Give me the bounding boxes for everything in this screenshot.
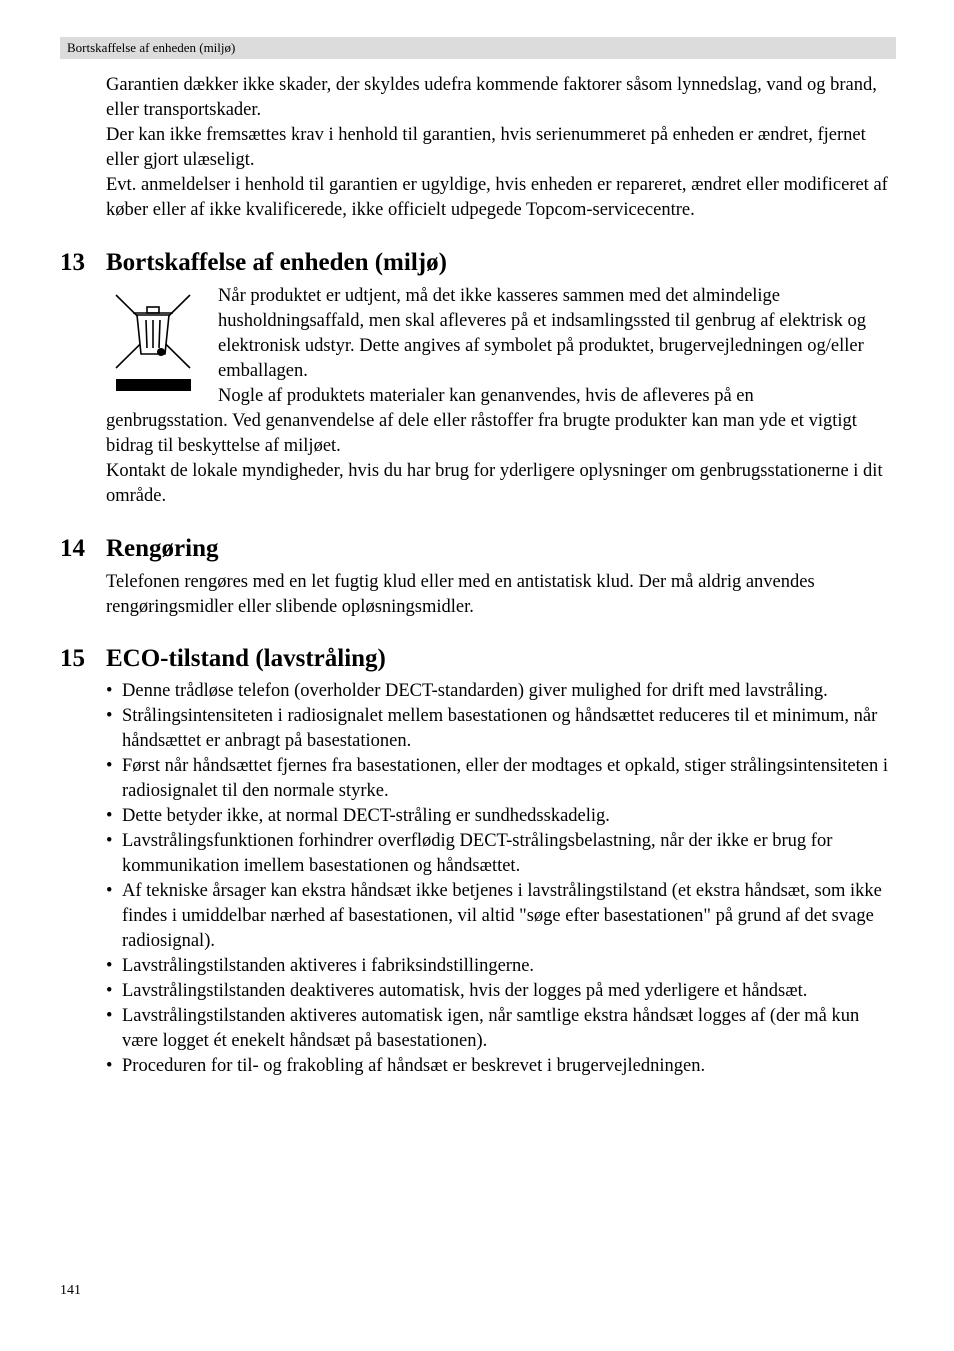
section-13-paragraph-2-lead: Nogle af produktets materialer kan genanvendes, hvis de afleveres på en [218,386,754,406]
list-item: • Lavstrålingstilstanden aktiveres automatisk igen, når samtlige ekstra håndsæt logges af (der må kun være logget ét enekelt håndsæt på basestationen). [106,1004,898,1054]
section-13-paragraph-2-rest: genbrugsstation. Ved genanvendelse af dele eller råstoffer fra brugte produkter kan man yde et vigtigt bidrag til beskyttelse af miljøet. [106,411,857,456]
intro-paragraph-1: Garantien dækker ikke skader, der skyldes udefra kommende faktorer såsom lynnedslag, vand og brand, eller transportskader. [106,75,877,120]
running-header [60,37,896,59]
page-number: 141 [60,1283,81,1298]
section-14-paragraph: Telefonen rengøres med en let fugtig klud eller med en antistatisk klud. Der må aldrig anvendes rengøringsmidler eller slibende opløsningsmidler. [106,572,815,617]
list-item: • Denne trådløse telefon (overholder DECT-standarden) giver mulighed for drift med lavstråling. [106,679,898,704]
list-item: • Strålingsintensiteten i radiosignalet mellem basestationen og håndsættet reduceres til et minimum, når håndsættet er anbragt på basestationen. [106,704,898,754]
section-13-paragraph-1: Når produktet er udtjent, må det ikke kasseres sammen med det almindelige husholdningsaffald, men skal afleveres på et indsamlingssted til genbrug af elektrisk og elektronisk udstyr. Dette angives af symbolet på produktet, brugervejledningen og/eller emballagen. [218,286,867,381]
list-item: • Lavstrålingstilstanden aktiveres i fabriksindstillingerne. [106,954,898,979]
list-item: • Lavstrålingsfunktionen forhindrer overflødig DECT-strålingsbelastning, når der ikke er brug for kommunikation imellem basestationen og håndsættet. [106,829,898,879]
running-header-title: Bortskaffelse af enheden (miljø) [67,40,236,55]
list-item: • Lavstrålingstilstanden deaktiveres automatisk, hvis der logges på med yderligere et håndsæt. [106,979,898,1004]
list-item: • Af tekniske årsager kan ekstra håndsæt ikke betjenes i lavstrålingstilstand (et ekstra håndsæt, som ikke findes i umiddelbar nærhed af basestationen, vil altid "søge efter basestationen" på grund af det svage radiosignal). [106,879,898,954]
section-15-heading [60,644,386,674]
list-item: • Proceduren for til- og frakobling af håndsæt er beskrevet i brugervejledningen. [106,1054,898,1079]
weee-crossed-bin-icon [111,290,195,394]
section-14-heading [60,534,219,564]
section-14-number: 14 [60,535,85,562]
section-13-number: 13 [60,249,85,276]
section-13-title: Bortskaffelse af enheden (miljø) [106,249,447,276]
list-item: • Dette betyder ikke, at normal DECT-stråling er sundhedsskadelig. [106,804,898,829]
section-15-bullet-list [106,679,898,1079]
list-item: • Først når håndsættet fjernes fra basestationen, eller der modtages et opkald, stiger strålingsintensiteten i radiosignalet til den normale styrke. [106,754,898,804]
section-15-number: 15 [60,645,85,672]
intro-paragraph-2: Der kan ikke fremsættes krav i henhold til garantien, hvis serienummeret på enheden er ændret, fjernet eller gjort ulæseligt. [106,125,866,170]
section-15-title: ECO-tilstand (lavstråling) [106,645,386,672]
section-13-paragraph-3: Kontakt de lokale myndigheder, hvis du har brug for yderligere oplysninger om genbrugsstationerne i dit område. [106,461,883,506]
intro-paragraph-3: Evt. anmeldelser i henhold til garantien er ugyldige, hvis enheden er repareret, ændret eller modificeret af køber eller af ikke kvalificerede, ikke officielt udpegede Topcom-servicecentre. [106,175,888,220]
section-13-heading [60,248,447,278]
section-14-title: Rengøring [106,535,219,562]
